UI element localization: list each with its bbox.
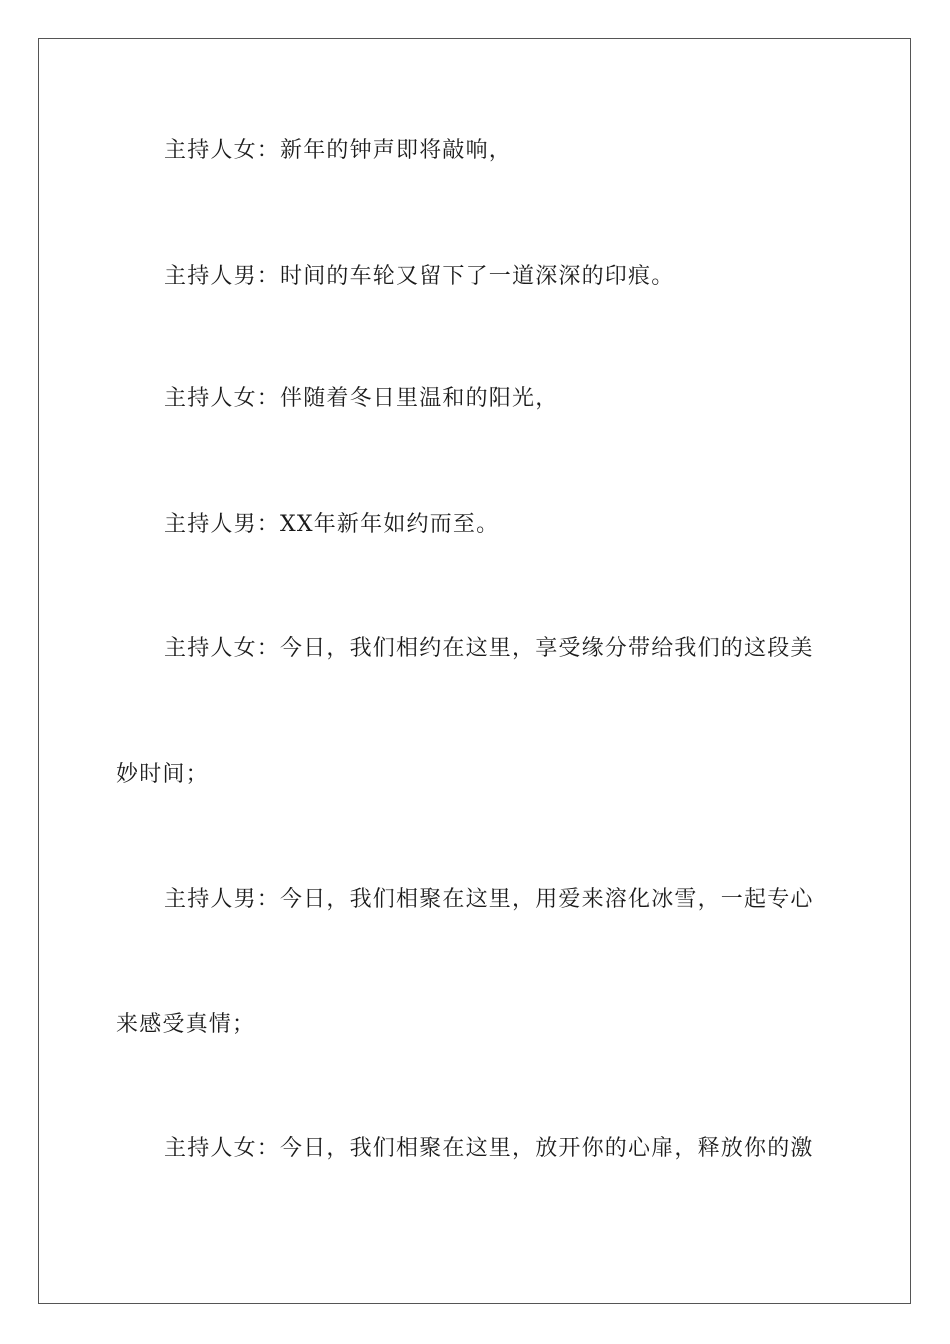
dialogue-line-1: 主持人女：新年的钟声即将敲响，: [164, 138, 513, 163]
dialogue-line-7: 主持人女：今日，我们相聚在这里，放开你的心扉，释放你的激: [164, 1136, 814, 1161]
dialogue-line-4: 主持人男：XX年新年如约而至。: [164, 512, 500, 537]
page-border: [38, 38, 911, 1304]
dialogue-line-2: 主持人男：时间的车轮又留下了一道深深的印痕。: [164, 264, 675, 289]
dialogue-line-3: 主持人女：伴随着冬日里温和的阳光，: [164, 386, 559, 411]
dialogue-line-6: 主持人男：今日，我们相聚在这里，用爱来溶化冰雪，一起专心: [164, 887, 814, 912]
dialogue-line-5: 主持人女：今日，我们相约在这里，享受缘分带给我们的这段美: [164, 636, 814, 661]
dialogue-line-6-continued: 来感受真情；: [116, 1012, 256, 1037]
dialogue-line-5-continued: 妙时间；: [116, 762, 209, 787]
